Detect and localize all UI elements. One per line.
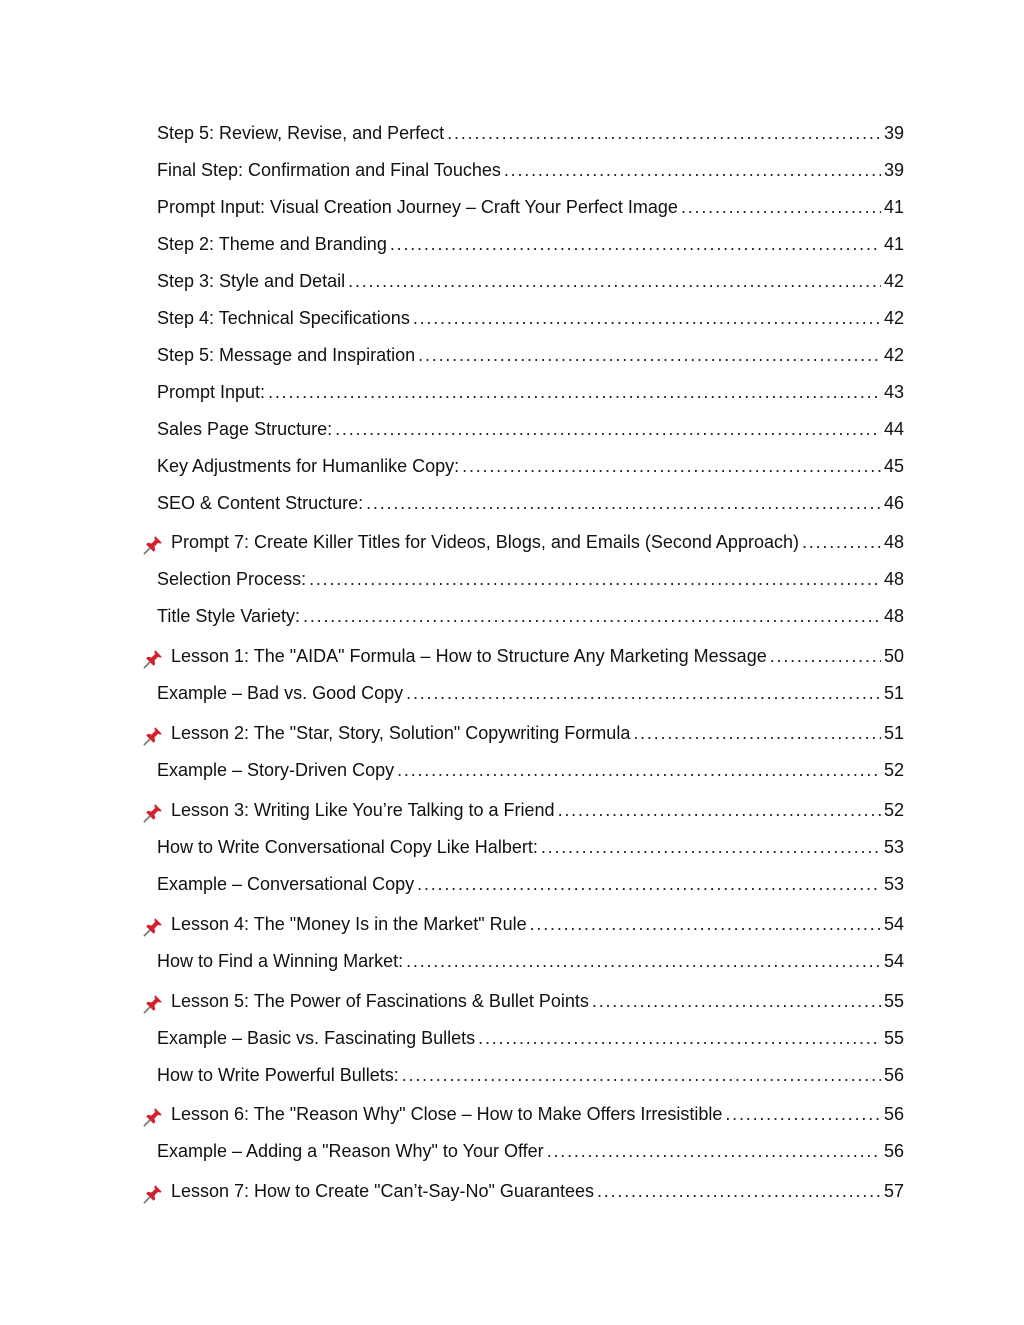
toc-entry-page: 52 bbox=[883, 800, 904, 820]
dot-leader bbox=[592, 990, 881, 1014]
toc-entry[interactable] bbox=[157, 416, 904, 442]
toc-entry-title: Example – Conversational Copy bbox=[157, 874, 415, 894]
dot-leader bbox=[303, 605, 881, 629]
toc-entry-page: 56 bbox=[883, 1104, 904, 1124]
toc-entry-title: Sales Page Structure: bbox=[157, 419, 333, 439]
toc-entry-pinned[interactable] bbox=[142, 720, 904, 746]
toc-entry[interactable] bbox=[157, 194, 904, 220]
toc-entry-page: 45 bbox=[883, 456, 904, 476]
dot-leader bbox=[402, 1064, 881, 1088]
pushpin-icon bbox=[142, 725, 164, 747]
dot-leader bbox=[268, 381, 881, 405]
toc-entry-page: 42 bbox=[883, 271, 904, 291]
pushpin-icon bbox=[142, 1106, 164, 1128]
toc-entry[interactable] bbox=[157, 757, 904, 783]
toc-entry-title: Lesson 2: The "Star, Story, Solution" Copywriting Formula bbox=[171, 723, 631, 743]
toc-entry-page: 54 bbox=[883, 951, 904, 971]
toc-entry-title: Example – Adding a "Reason Why" to Your Offer bbox=[157, 1141, 544, 1161]
toc-entry-title: Prompt Input: Visual Creation Journey – Craft Your Perfect Image bbox=[157, 197, 678, 217]
toc-entry-title: Example – Story-Driven Copy bbox=[157, 760, 395, 780]
toc-entry-page: 44 bbox=[883, 419, 904, 439]
toc-entry-title: Lesson 7: How to Create "Can’t-Say-No" Guarantees bbox=[171, 1181, 594, 1201]
dot-leader bbox=[547, 1140, 881, 1164]
dot-leader bbox=[681, 196, 881, 220]
toc-entry-page: 55 bbox=[883, 1028, 904, 1048]
toc-entry[interactable] bbox=[157, 1062, 904, 1088]
toc-entry[interactable] bbox=[157, 379, 904, 405]
toc-entry-title: How to Write Powerful Bullets: bbox=[157, 1065, 399, 1085]
toc-entry-title: SEO & Content Structure: bbox=[157, 493, 364, 513]
toc-entry[interactable] bbox=[157, 1138, 904, 1164]
toc-entry-page: 41 bbox=[883, 234, 904, 254]
toc-entry-title: Title Style Variety: bbox=[157, 606, 301, 626]
dot-leader bbox=[413, 307, 881, 331]
dot-leader bbox=[597, 1180, 881, 1204]
toc-entry-title: Step 2: Theme and Branding bbox=[157, 234, 387, 254]
toc-entry-title: Example – Bad vs. Good Copy bbox=[157, 683, 404, 703]
toc-entry-page: 48 bbox=[883, 532, 904, 552]
toc-entry[interactable] bbox=[157, 231, 904, 257]
toc-entry-page: 56 bbox=[883, 1065, 904, 1085]
dot-leader bbox=[770, 645, 881, 669]
toc-entry-title: Final Step: Confirmation and Final Touches bbox=[157, 160, 501, 180]
dot-leader bbox=[335, 418, 881, 442]
toc-entry-pinned[interactable] bbox=[142, 797, 904, 823]
dot-leader bbox=[802, 531, 881, 555]
pushpin-icon bbox=[142, 1183, 164, 1205]
toc-entry[interactable] bbox=[157, 680, 904, 706]
toc-entry-title: Lesson 4: The "Money Is in the Market" Rule bbox=[171, 914, 527, 934]
dot-leader bbox=[725, 1103, 881, 1127]
toc-entry-pinned[interactable] bbox=[142, 1178, 904, 1204]
toc-entry-title: Prompt 7: Create Killer Titles for Videos, Blogs, and Emails (Second Approach) bbox=[171, 532, 799, 552]
dot-leader bbox=[397, 759, 881, 783]
toc-entry-title: Step 4: Technical Specifications bbox=[157, 308, 410, 328]
toc-entry-page: 55 bbox=[883, 991, 904, 1011]
dot-leader bbox=[504, 159, 881, 183]
dot-leader bbox=[462, 455, 881, 479]
toc-entry-title: Lesson 1: The "AIDA" Formula – How to Structure Any Marketing Message bbox=[171, 646, 767, 666]
toc-entry-title: Lesson 5: The Power of Fascinations & Bullet Points bbox=[171, 991, 589, 1011]
toc-entry[interactable] bbox=[157, 268, 904, 294]
toc-entry-page: 56 bbox=[883, 1141, 904, 1161]
toc-entry-page: 54 bbox=[883, 914, 904, 934]
toc-entry[interactable] bbox=[157, 453, 904, 479]
toc-entry-title: How to Find a Winning Market: bbox=[157, 951, 404, 971]
toc-entry-pinned[interactable] bbox=[142, 529, 904, 555]
dot-leader bbox=[348, 270, 881, 294]
dot-leader bbox=[406, 950, 881, 974]
dot-leader bbox=[633, 722, 881, 746]
toc-entry[interactable] bbox=[157, 120, 904, 146]
toc-entry[interactable] bbox=[157, 342, 904, 368]
toc-entry-page: 42 bbox=[883, 308, 904, 328]
dot-leader bbox=[366, 492, 881, 516]
toc-entry[interactable] bbox=[157, 157, 904, 183]
toc-entry-title: Lesson 3: Writing Like You’re Talking to a Friend bbox=[171, 800, 555, 820]
pushpin-icon bbox=[142, 648, 164, 670]
toc-entry-title: Step 5: Review, Revise, and Perfect bbox=[157, 123, 445, 143]
toc-entry[interactable] bbox=[157, 834, 904, 860]
dot-leader bbox=[390, 233, 881, 257]
toc-entry[interactable] bbox=[157, 566, 904, 592]
toc-entry-title: How to Write Conversational Copy Like Halbert: bbox=[157, 837, 538, 857]
dot-leader bbox=[558, 799, 881, 823]
pushpin-icon bbox=[142, 993, 164, 1015]
toc-entry-page: 46 bbox=[883, 493, 904, 513]
toc-entry[interactable] bbox=[157, 948, 904, 974]
toc-entry-page: 48 bbox=[883, 606, 904, 626]
dot-leader bbox=[478, 1027, 881, 1051]
toc-entry-title: Key Adjustments for Humanlike Copy: bbox=[157, 456, 460, 476]
toc-entry[interactable] bbox=[157, 305, 904, 331]
dot-leader bbox=[309, 568, 881, 592]
dot-leader bbox=[530, 913, 881, 937]
toc-entry-page: 43 bbox=[883, 382, 904, 402]
pushpin-icon bbox=[142, 802, 164, 824]
toc-entry-page: 39 bbox=[883, 123, 904, 143]
toc-entry-title: Lesson 6: The "Reason Why" Close – How to Make Offers Irresistible bbox=[171, 1104, 723, 1124]
toc-entry-page: 42 bbox=[883, 345, 904, 365]
toc-entry[interactable] bbox=[157, 490, 904, 516]
dot-leader bbox=[417, 873, 881, 897]
toc-entry-pinned[interactable] bbox=[142, 1101, 904, 1127]
toc-entry-title: Step 3: Style and Detail bbox=[157, 271, 346, 291]
toc-entry-page: 41 bbox=[883, 197, 904, 217]
toc-entry-page: 53 bbox=[883, 874, 904, 894]
toc-entry-title: Example – Basic vs. Fascinating Bullets bbox=[157, 1028, 476, 1048]
dot-leader bbox=[447, 122, 881, 146]
toc-entry-page: 52 bbox=[883, 760, 904, 780]
pushpin-icon bbox=[142, 916, 164, 938]
pushpin-icon bbox=[142, 534, 164, 556]
dot-leader bbox=[541, 836, 881, 860]
toc-entry-page: 53 bbox=[883, 837, 904, 857]
toc-entry[interactable] bbox=[157, 603, 904, 629]
toc-entry-page: 48 bbox=[883, 569, 904, 589]
toc-entry-page: 50 bbox=[883, 646, 904, 666]
toc-entry-pinned[interactable] bbox=[142, 911, 904, 937]
toc-entry-title: Selection Process: bbox=[157, 569, 307, 589]
dot-leader bbox=[418, 344, 881, 368]
toc-entry-title: Step 5: Message and Inspiration bbox=[157, 345, 416, 365]
toc-entry-pinned[interactable] bbox=[142, 643, 904, 669]
toc-entry[interactable] bbox=[157, 1025, 904, 1051]
toc-entry-page: 39 bbox=[883, 160, 904, 180]
dot-leader bbox=[406, 682, 881, 706]
toc-entry-page: 51 bbox=[883, 683, 904, 703]
toc-entry-page: 57 bbox=[883, 1181, 904, 1201]
toc-entry-title: Prompt Input: bbox=[157, 382, 266, 402]
toc-entry-page: 51 bbox=[883, 723, 904, 743]
toc-entry[interactable] bbox=[157, 871, 904, 897]
toc-entry-pinned[interactable] bbox=[142, 988, 904, 1014]
